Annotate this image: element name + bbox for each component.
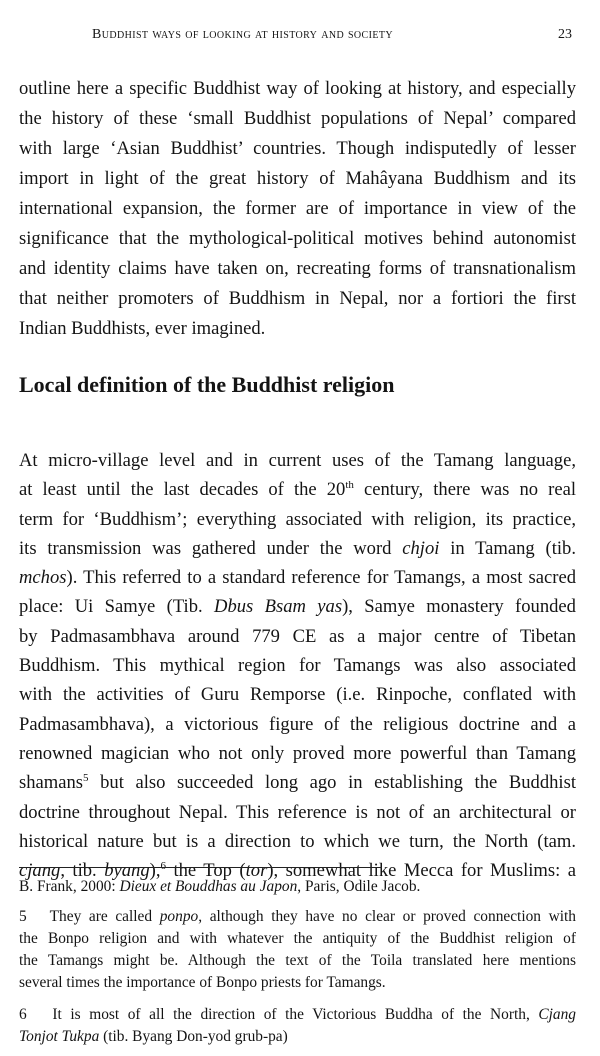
paragraph-definition xyxy=(19,446,576,885)
text-line: and identity claims have taken on, recreating forms of transnationalism xyxy=(19,258,576,279)
text-line: with large ‘Asian Buddhist’ countries. Though indisputedly of lesser xyxy=(19,138,576,159)
text-line: Indian Buddhists, ever imagined. xyxy=(19,318,266,339)
footnote-line: the Tamangs might be. Although the text of the Toila translated here mentions xyxy=(19,952,576,969)
text-line: by Padmasambhava around 779 CE as a major centre of Tibetan xyxy=(19,625,576,647)
footnote-line: 5 They are called ponpo, although they have no clear or proved connection with xyxy=(19,908,576,925)
footnote-6 xyxy=(19,1004,576,1048)
text-line: with the activities of Guru Remporse (i.e. Rinpoche, conflated with xyxy=(19,684,576,706)
running-header xyxy=(0,27,600,49)
text-line: Padmasambhava), a victorious figure of the religious doctrine and a xyxy=(19,713,576,735)
footnote-line: several times the importance of Bonpo priests for Tamangs. xyxy=(19,974,386,991)
footnote-line: B. Frank, 2000: Dieux et Bouddhas au Japon, Paris, Odile Jacob. xyxy=(19,878,421,895)
footnote-line: the Bonpo religion and with whatever the antiquity of the Buddhist religion of xyxy=(19,930,576,947)
footnote-continued xyxy=(19,876,576,898)
running-title: Buddhist ways of looking at history and society xyxy=(92,27,393,42)
footnote-number: 6 xyxy=(19,1006,27,1023)
text-line: that neither promoters of Buddhism in Nepal, nor a fortiori the first xyxy=(19,288,576,309)
page-number: 23 xyxy=(558,27,572,42)
text-line: Buddhism. This mythical region for Tamangs was also associated xyxy=(19,655,576,677)
paragraph-intro xyxy=(19,74,576,344)
text-line: international expansion, the former are of importance in view of the xyxy=(19,198,576,219)
text-line: import in light of the great history of Mahâyana Buddhism and its xyxy=(19,168,576,189)
text-line: term for ‘Buddhism’; everything associated with religion, its practice, xyxy=(19,508,576,530)
text-line: shamans$^5$ but also succeeded long ago in establishing the Buddhist xyxy=(19,772,576,794)
text-line: outline here a specific Buddhist way of looking at history, and especially xyxy=(19,78,576,99)
footnote-line: Tonjot Tukpa (tib. Byang Don-yod grub-pa) xyxy=(19,1028,288,1045)
text-line: cjang, tib. byang),$^6$ the Top (tor), somewhat like Mecca for Muslims: a xyxy=(19,859,576,882)
text-line: its transmission was gathered under the word chjoi in Tamang (tib. xyxy=(19,537,576,559)
text-line: the history of these ‘small Buddhist populations of Nepal’ compared xyxy=(19,108,576,129)
footnote-ref: 5 xyxy=(83,772,89,785)
text-line: historical nature but is a direction to which we turn, the North (tam. xyxy=(19,830,576,852)
text-line: At micro-village level and in current uses of the Tamang language, xyxy=(19,450,576,471)
footnote-line: 6 It is most of all the direction of the Victorious Buddha of the North, Cjang xyxy=(19,1006,576,1023)
text-line: significance that the mythological-political motives behind autonomist xyxy=(19,228,576,249)
text-line: place: Ui Samye (Tib. Dbus Bsam yas), Samye monastery founded xyxy=(19,596,576,618)
superscript: th xyxy=(345,479,354,492)
text-line: doctrine throughout Nepal. This reference is not of an architectural or xyxy=(19,801,576,823)
footnote-ref: 6 xyxy=(160,859,166,872)
text-line: mchos). This referred to a standard reference for Tamangs, a most sacred xyxy=(19,567,576,589)
footnote-divider xyxy=(19,867,382,868)
text-line: at least until the last decades of the 20th century, there was no real xyxy=(19,479,576,501)
text-line: renowned magician who not only proved more powerful than Tamang xyxy=(19,742,576,764)
section-heading: Local definition of the Buddhist religion xyxy=(19,372,395,397)
footnote-5 xyxy=(19,906,576,994)
footnote-number: 5 xyxy=(19,908,27,925)
